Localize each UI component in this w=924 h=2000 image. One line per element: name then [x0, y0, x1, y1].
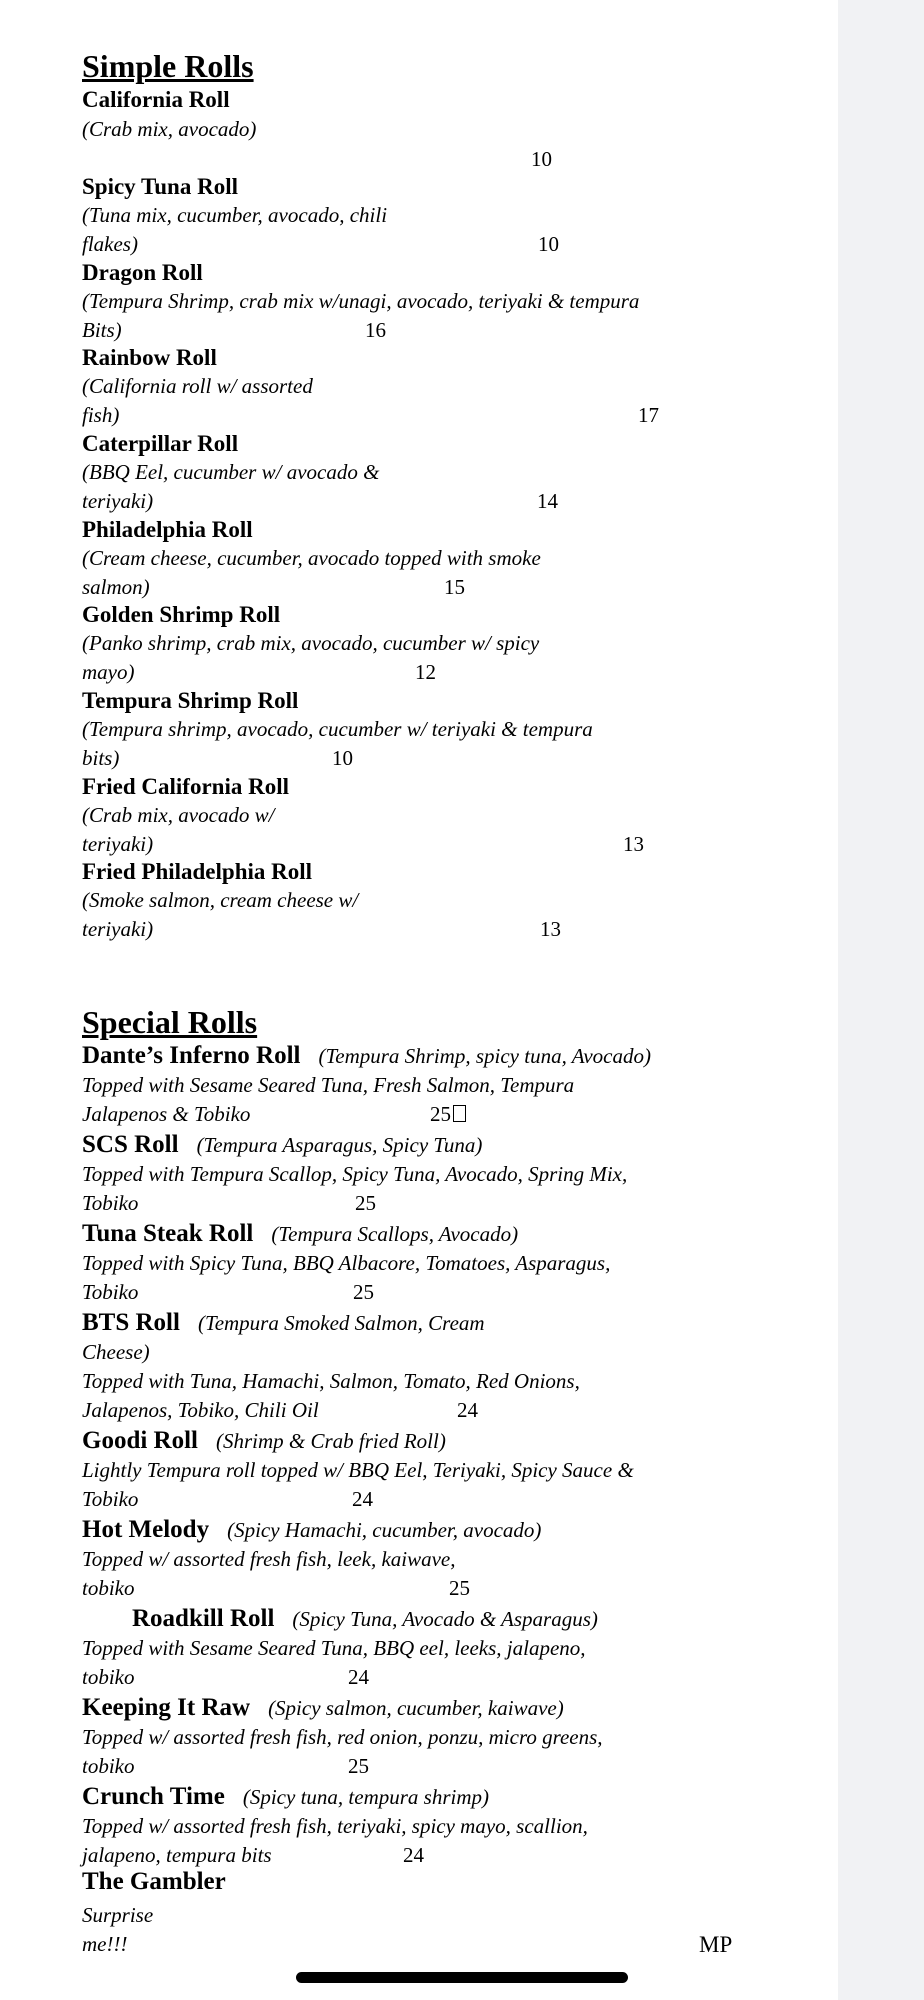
- menu-item-price: 15: [444, 575, 465, 599]
- menu-item-description: flakes): [82, 232, 138, 256]
- menu-item-description: Topped w/ assorted fresh fish, teriyaki, spicy mayo, scallion,: [82, 1814, 588, 1838]
- menu-item-name: Golden Shrimp Roll: [82, 602, 281, 627]
- menu-item-description: Jalapenos & Tobiko: [82, 1102, 251, 1126]
- special-rolls-heading: Special Rolls: [82, 1004, 258, 1040]
- menu-item-description: Lightly Tempura roll topped w/ BBQ Eel, Teriyaki, Spicy Sauce &: [82, 1458, 634, 1482]
- menu-item-price: 25: [355, 1191, 376, 1215]
- special-item-header: [82, 1131, 482, 1159]
- menu-item-name: Philadelphia Roll: [82, 517, 253, 542]
- special-item-header: [132, 1605, 598, 1633]
- menu-item-description: tobiko: [82, 1576, 135, 1600]
- menu-item-filling: (Tempura Shrimp, spicy tuna, Avocado): [318, 1044, 651, 1068]
- special-item-header: [82, 1516, 541, 1544]
- menu-item-filling: (Spicy salmon, cucumber, kaiwave): [268, 1696, 564, 1720]
- menu-item-price-wrap: [430, 1102, 466, 1127]
- menu-item-name: Caterpillar Roll: [82, 431, 239, 456]
- home-indicator-bar[interactable]: [296, 1972, 628, 1983]
- menu-item-name: Goodi Roll: [82, 1427, 198, 1454]
- menu-item-description: teriyaki): [82, 832, 154, 856]
- menu-item-description: (Cream cheese, cucumber, avocado topped with smoke: [82, 546, 541, 570]
- menu-item-name: Hot Melody: [82, 1516, 210, 1543]
- menu-item-price: 10: [538, 232, 559, 256]
- menu-item-price: 16: [365, 318, 386, 342]
- menu-item-description: tobiko: [82, 1754, 135, 1778]
- menu-item-filling: (Tempura Smoked Salmon, Cream: [197, 1311, 485, 1335]
- menu-item-description: (Panko shrimp, crab mix, avocado, cucumber w/ spicy: [82, 631, 540, 655]
- menu-item-price: 25: [353, 1280, 374, 1304]
- menu-item-name: Rainbow Roll: [82, 345, 217, 370]
- menu-item-description: bits): [82, 746, 120, 770]
- special-item-header: [82, 1309, 485, 1337]
- menu-item-name: The Gambler: [82, 1868, 226, 1895]
- menu-item-price: MP: [699, 1932, 733, 1957]
- menu-item-filling: (Spicy Tuna, Avocado & Asparagus): [292, 1607, 598, 1631]
- menu-item-name: Dragon Roll: [82, 260, 203, 285]
- menu-item-description: (Crab mix, avocado): [82, 117, 257, 141]
- menu-item-description: Surprise: [82, 1903, 154, 1927]
- menu-item-filling: (Shrimp & Crab fried Roll): [216, 1429, 446, 1453]
- special-item-header: [82, 1783, 489, 1811]
- special-item-header: [82, 1694, 564, 1722]
- menu-item-description: teriyaki): [82, 917, 154, 941]
- missing-glyph-icon: [453, 1105, 466, 1122]
- menu-item-name: Fried Philadelphia Roll: [82, 859, 313, 884]
- special-item-header: [82, 1427, 446, 1455]
- menu-item-description: (Smoke salmon, cream cheese w/: [82, 888, 359, 912]
- menu-item-name: Tuna Steak Roll: [82, 1220, 254, 1247]
- menu-item-name: Tempura Shrimp Roll: [82, 688, 299, 713]
- special-item-header: [82, 1220, 518, 1248]
- menu-item-description: Jalapenos, Tobiko, Chili Oil: [82, 1398, 319, 1422]
- menu-item-description: Topped with Tempura Scallop, Spicy Tuna, Avocado, Spring Mix,: [82, 1162, 628, 1186]
- menu-item-description: Topped with Tuna, Hamachi, Salmon, Tomato, Red Onions,: [82, 1369, 580, 1393]
- menu-item-price: 12: [415, 660, 436, 684]
- menu-item-filling: (Spicy Hamachi, cucumber, avocado): [227, 1518, 542, 1542]
- menu-item-price: 24: [457, 1398, 478, 1422]
- menu-item-description: Topped with Sesame Seared Tuna, Fresh Salmon, Tempura: [82, 1073, 575, 1097]
- menu-item-description: fish): [82, 403, 120, 427]
- menu-item-filling: (Tempura Scallops, Avocado): [271, 1222, 519, 1246]
- menu-item-description: teriyaki): [82, 489, 154, 513]
- menu-item-price: 24: [352, 1487, 373, 1511]
- menu-item-description: (Tuna mix, cucumber, avocado, chili: [82, 203, 388, 227]
- menu-item-description: Topped with Sesame Seared Tuna, BBQ eel, leeks, jalapeno,: [82, 1636, 586, 1660]
- menu-item-name: Roadkill Roll: [132, 1605, 275, 1632]
- simple-rolls-heading: Simple Rolls: [82, 48, 254, 84]
- menu-page: [82, 0, 822, 2000]
- special-item-header: [82, 1042, 651, 1070]
- menu-item-price: 25: [449, 1576, 470, 1600]
- menu-item-name: Dante’s Inferno Roll: [82, 1042, 301, 1069]
- menu-item-name: California Roll: [82, 87, 230, 112]
- menu-item-description: Bits): [82, 318, 122, 342]
- menu-item-description: Topped w/ assorted fresh fish, leek, kaiwave,: [82, 1547, 456, 1571]
- menu-item-price: 13: [623, 832, 644, 856]
- menu-item-name: Spicy Tuna Roll: [82, 174, 238, 199]
- menu-item-price: 24: [403, 1843, 424, 1867]
- menu-item-name: Keeping It Raw: [82, 1694, 251, 1721]
- menu-item-description: (California roll w/ assorted: [82, 374, 313, 398]
- menu-item-description: Topped with Spicy Tuna, BBQ Albacore, Tomatoes, Asparagus,: [82, 1251, 611, 1275]
- menu-item-filling: (Spicy tuna, tempura shrimp): [242, 1785, 489, 1809]
- menu-item-name: BTS Roll: [82, 1309, 180, 1336]
- menu-item-filling: Cheese): [82, 1340, 150, 1364]
- menu-item-price: 14: [537, 489, 558, 513]
- right-gray-margin: [838, 0, 924, 2000]
- menu-item-description: jalapeno, tempura bits: [82, 1843, 272, 1867]
- menu-item-description: Tobiko: [82, 1487, 139, 1511]
- menu-item-description: mayo): [82, 660, 135, 684]
- menu-item-price: 17: [638, 403, 659, 427]
- menu-item-price: 24: [348, 1665, 369, 1689]
- menu-item-price: 25: [348, 1754, 369, 1778]
- menu-item-price: 25: [430, 1102, 451, 1126]
- menu-item-description: (BBQ Eel, cucumber w/ avocado &: [82, 460, 380, 484]
- menu-item-name: Crunch Time: [82, 1783, 225, 1810]
- menu-item-price: 10: [531, 147, 552, 171]
- menu-item-name: SCS Roll: [82, 1131, 179, 1158]
- menu-item-filling: (Tempura Asparagus, Spicy Tuna): [196, 1133, 483, 1157]
- menu-item-description: (Tempura Shrimp, crab mix w/unagi, avocado, teriyaki & tempura: [82, 289, 640, 313]
- menu-item-description: me!!!: [82, 1932, 128, 1956]
- menu-item-description: tobiko: [82, 1665, 135, 1689]
- menu-item-price: 10: [332, 746, 353, 770]
- menu-item-name: Fried California Roll: [82, 774, 289, 799]
- menu-item-description: (Crab mix, avocado w/: [82, 803, 275, 827]
- menu-item-description: (Tempura shrimp, avocado, cucumber w/ teriyaki & tempura: [82, 717, 593, 741]
- menu-item-description: Tobiko: [82, 1191, 139, 1215]
- menu-item-description: Tobiko: [82, 1280, 139, 1304]
- menu-item-description: Topped w/ assorted fresh fish, red onion, ponzu, micro greens,: [82, 1725, 603, 1749]
- menu-item-price: 13: [540, 917, 561, 941]
- menu-item-description: salmon): [82, 575, 150, 599]
